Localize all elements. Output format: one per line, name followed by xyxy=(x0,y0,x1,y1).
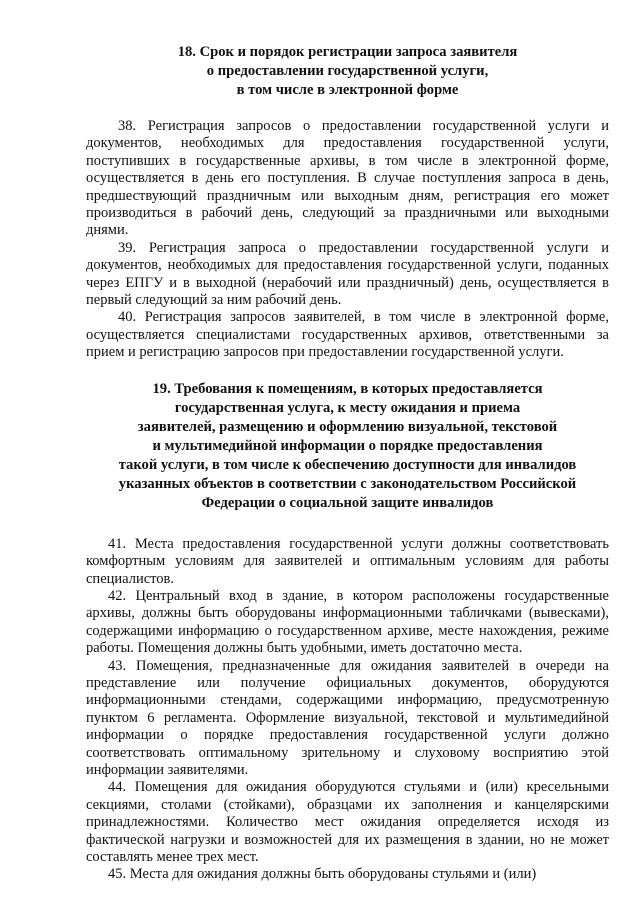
section-18-heading xyxy=(86,43,609,100)
section-19-heading xyxy=(86,380,609,513)
paragraph-38: 38. Регистрация запросов о предоставлении государственной услуги и документов, необходимых для предоставления государственной услуги, поступивших в государственные архивы, в том числе в электронной форме, осуществляется в день его поступления. В случае поступления запроса в день, предшествующий праздничным или выходным дням, регистрация его может производиться в рабочий день, следующий за праздничными или выходными днями. xyxy=(86,118,609,239)
heading-line: такой услуги, в том числе к обеспечению доступности для инвалидов xyxy=(118,456,577,473)
paragraph-43: 43. Помещения, предназначенные для ожидания заявителей в очереди на представление или получение официальных документов, оборудуются информационными стендами, содержащими информацию, предусмотренную пунктом 6 регламента. Оформление визуальной, текстовой и мультимедийной информации о порядке предоставления государственной услуги должно соответствовать оптимальному зрительному и слуховому восприятию этой информации заявителями. xyxy=(86,657,609,778)
heading-line: и мультимедийной информации о порядке предоставления xyxy=(152,437,543,454)
heading-line: о предоставлении государственной услуги, xyxy=(206,63,489,79)
paragraph-40: 40. Регистрация запросов заявителей, в том числе в электронной форме, осуществляется специалистами государственных архивов, ответственными за прием и регистрацию запросов при предоставлении государственной услуги. xyxy=(86,309,609,361)
paragraph-42: 42. Центральный вход в здание, в котором расположены государственные архивы, должны быть оборудованы информационными табличками (вывесками), содержащими информацию о государственном архиве, месте нахождения, режиме работы. Помещения должны быть удобными, иметь достаточно места. xyxy=(86,587,609,657)
heading-line: 18. Срок и порядок регистрации запроса заявителя xyxy=(177,44,518,60)
paragraph-39: 39. Регистрация запроса о предоставлении государственной услуги и документов, необходимых для предоставления государственной услуги, поданных через ЕПГУ и в выходной (нерабочий или праздничный) день, осуществляется в первый следующий за ним рабочий день. xyxy=(86,239,609,309)
paragraph-45: 45. Места для ожидания должны быть оборудованы стульями и (или) xyxy=(108,866,537,883)
paragraph-41: 41. Места предоставления государственной услуги должны соответствовать комфортным условиям для заявителей и оптимальным условиям для работы специалистов. xyxy=(86,535,609,587)
paragraph-44: 44. Помещения для ожидания оборудуются стульями и (или) кресельными секциями, столами (стойками), образцами их заполнения и канцелярскими принадлежностями. Количество мест ожидания определяется исходя из фактической нагрузки и возможностей для их размещения в здании, но не может составлять менее трех мест. xyxy=(86,779,609,865)
heading-line: в том числе в электронной форме xyxy=(236,82,459,98)
heading-line: государственная услуга, к месту ожидания и приема xyxy=(174,399,521,416)
heading-line: указанных объектов в соответствии с законодательством Российской xyxy=(118,475,577,492)
document-page xyxy=(86,43,609,884)
heading-line: Федерации о социальной защите инвалидов xyxy=(201,494,494,511)
heading-line: заявителей, размещению и оформлению визуальной, текстовой xyxy=(137,418,558,435)
heading-line: 19. Требования к помещениям, в которых предоставляется xyxy=(152,380,543,397)
